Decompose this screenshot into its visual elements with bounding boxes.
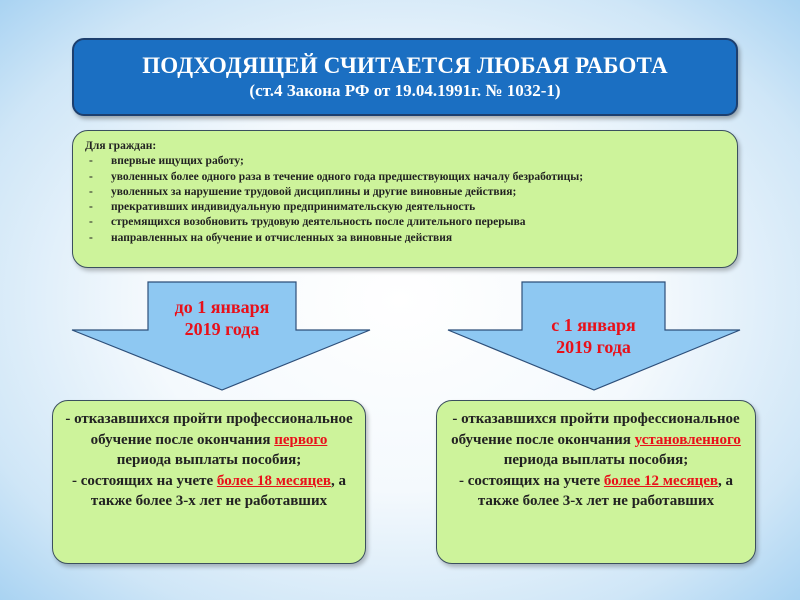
list-item: - стремящихся возобновить трудовую деятельность после длительного перерыва	[89, 216, 526, 229]
arrow-label-before: до 1 января 2019 года	[174, 297, 270, 339]
citizens-heading: Для граждан:	[85, 140, 157, 152]
after-2019-box: - отказавшихся пройти профессиональное обучение после окончания установленного периода выплаты пособия; - состоящих на учете более 12 месяцев, а также более 3-х лет не работавших	[436, 400, 756, 564]
before-2019-box: - отказавшихся пройти профессиональное обучение после окончания первого периода выплаты пособия; - состоящих на учете более 18 месяцев, а также более 3-х лет не работавших	[52, 400, 366, 564]
list-item: - впервые ищущих работу;	[89, 155, 244, 168]
list-item: - уволенных за нарушение трудовой дисциплины и другие виновные действия;	[89, 185, 517, 198]
list-item: - уволенных более одного раза в течение одного года предшествующих началу безработицы;	[89, 170, 584, 183]
list-item: - направленных на обучение и отчисленных за виновные действия	[89, 231, 453, 244]
arrow-label-after: с 1 января 2019 года	[551, 315, 636, 357]
law-reference: (ст.4 Закона РФ от 19.04.1991г. № 1032-1)	[249, 81, 561, 100]
page-title: ПОДХОДЯЩЕЙ СЧИТАЕТСЯ ЛЮБАЯ РАБОТА	[142, 53, 668, 78]
list-item: - прекративших индивидуальную предпринимательскую деятельность	[89, 201, 476, 214]
